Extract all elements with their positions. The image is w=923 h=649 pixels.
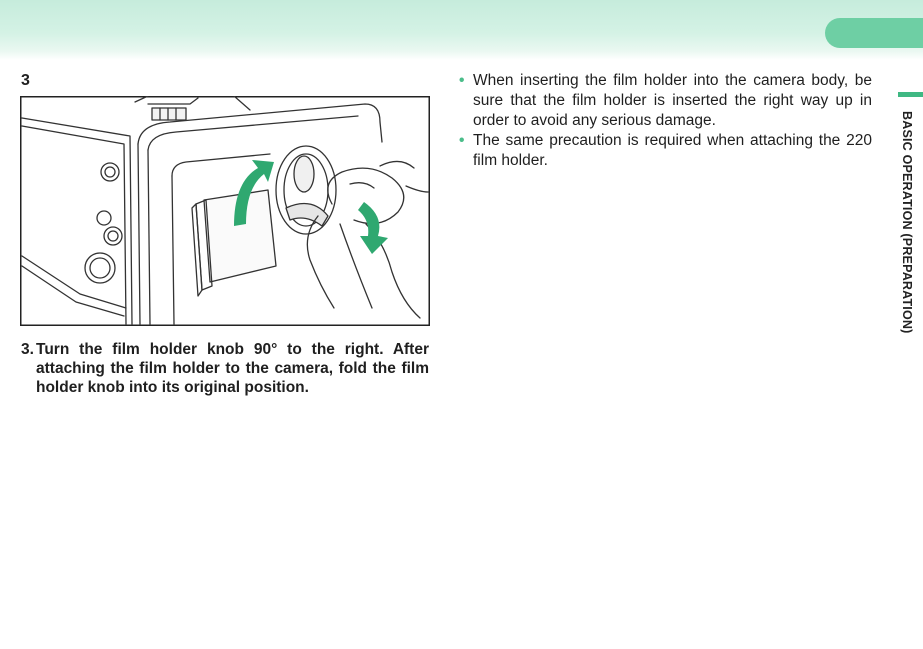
step-caption [21, 340, 429, 397]
note-item [458, 71, 872, 131]
note-text: When inserting the film holder into the camera body, be sure that the film holder is inserted the right way up in order to avoid any serious damage. [473, 72, 872, 129]
precaution-notes [458, 71, 872, 171]
bullet-icon: • [459, 72, 465, 89]
caption-text: Turn the film holder knob 90° to the right. After attaching the film holder to the camera, fold the film holder knob into its original position. [36, 341, 429, 396]
note-item [458, 131, 872, 171]
section-label: BASIC OPERATION (PREPARATION) [900, 111, 914, 334]
chapter-tab [825, 18, 923, 48]
section-marker [898, 92, 923, 97]
note-text: The same precaution is required when attaching the 220 film holder. [473, 132, 872, 169]
bullet-icon: • [459, 132, 465, 149]
caption-number: 3. [21, 341, 34, 358]
camera-film-holder-illustration [20, 96, 430, 326]
header-band [0, 0, 923, 60]
step-number: 3 [21, 72, 30, 89]
